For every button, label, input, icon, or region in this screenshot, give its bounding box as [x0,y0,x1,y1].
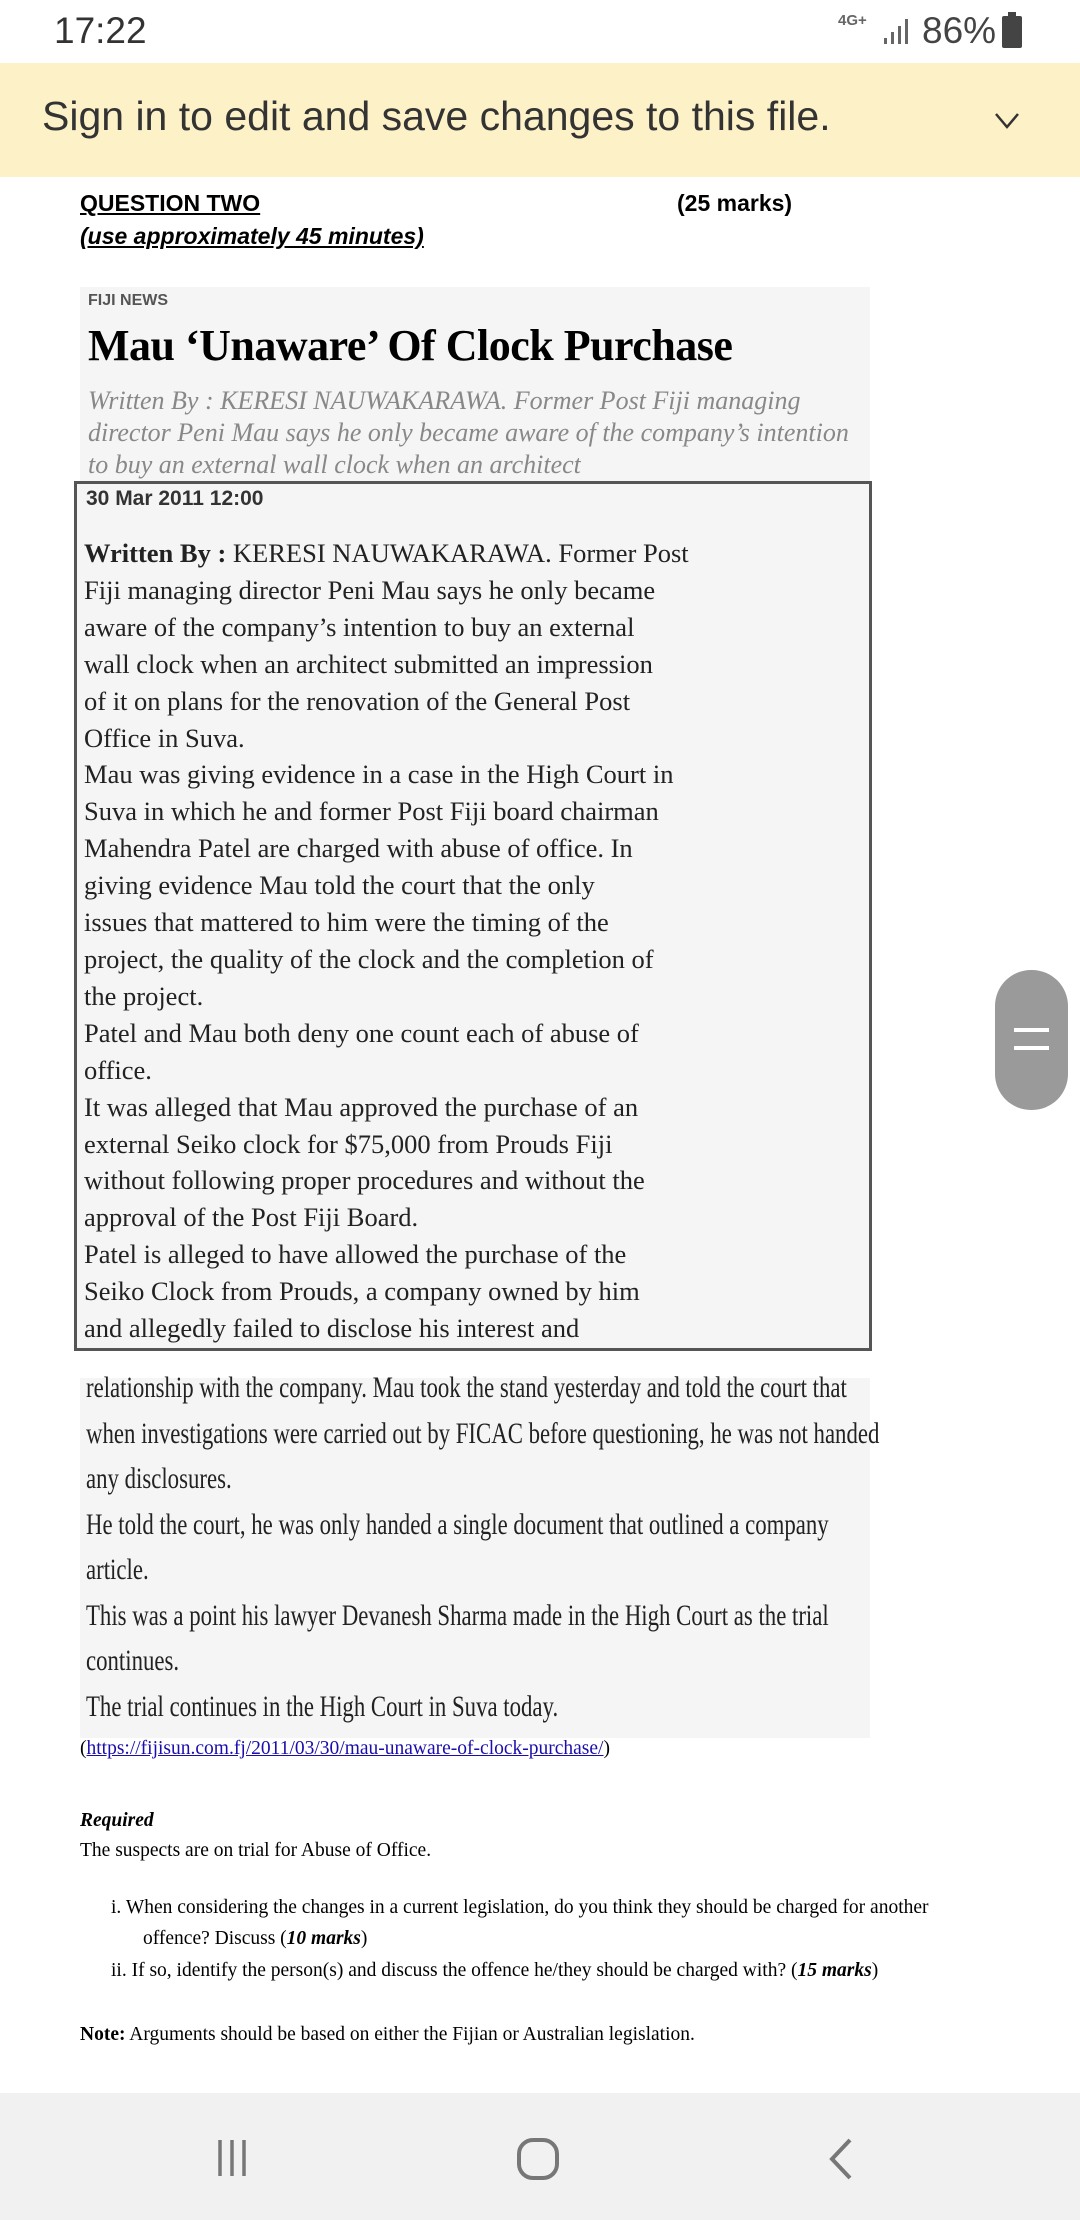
time-hint: (use approximately 45 minutes) [80,223,424,249]
body-line: relationship with the company. Mau took the stand yesterday and told the court that [86,1371,847,1404]
question-ii-text: ii. If so, identify the person(s) and discuss the offence he/they should be charged with? ( [111,1960,798,1981]
body-line: Suva in which he and former Post Fiji board chairman [84,796,659,827]
body-line: Mahendra Patel are charged with abuse of office. In [84,833,633,864]
article-date: 30 Mar 2011 12:00 [86,487,264,510]
body-line: aware of the company’s intention to buy an external [84,611,635,642]
body-line: article. [86,1553,149,1586]
body-line: when investigations were carried out by FICAC before questioning, he was not handed [86,1416,880,1450]
scroll-handle[interactable] [995,970,1068,1110]
recent-apps-icon[interactable] [212,2138,252,2178]
body-line: any disclosures. [86,1462,232,1495]
body-line [84,535,864,572]
article-headline: Mau ‘Unaware’ Of Clock Purchase [88,321,733,370]
question-marks: (25 marks) [677,190,793,216]
signal-icon [882,18,912,44]
body-line: external Seiko clock for $75,000 from Prouds Fiji [84,1128,613,1159]
body-line: of it on plans for the renovation of the General Post [84,685,631,716]
body-line: office. [84,1054,152,1085]
sign-in-banner[interactable] [0,63,1080,177]
body-line: Seiko Clock from Prouds, a company owned by him [84,1276,640,1307]
intro-line: Written By : KERESI NAUWAKARAWA. Former Post Fiji managing [88,386,801,415]
battery-icon [1002,16,1022,48]
article-continued [86,1365,1080,1729]
note-text: Arguments should be based on either the Fijian or Australian legislation. [125,2024,695,2045]
body-line: Mau was giving evidence in a case in the High Court in [84,759,674,790]
body-line: This was a point his lawyer Devanesh Sharma made in the High Court as the trial [86,1598,829,1632]
body-line: project, the quality of the clock and the completion of [84,943,654,974]
source-citation: (https://fijisun.com.fj/2011/03/30/mau-unaware-of-clock-purchase/) [80,1738,610,1759]
body-line: Fiji managing director Peni Mau says he only became [84,574,656,605]
intro-line: director Peni Mau says he only became aware of the company’s intention [88,418,849,447]
body-line: giving evidence Mau told the court that the only [84,870,595,901]
body-line: wall clock when an architect submitted an impression [84,648,653,679]
question-ii-marks: 15 marks [797,1960,872,1981]
body-line: Patel and Mau both deny one count each of abuse of [84,1017,639,1048]
banner-text: Sign in to edit and save changes to this file. [42,93,831,139]
required-statement: The suspects are on trial for Abuse of Office. [80,1840,432,1861]
body-line: and allegedly failed to disclose his interest and [84,1313,580,1344]
body-line: Office in Suva. [84,722,245,753]
source-link[interactable]: https://fijisun.com.fj/2011/03/30/mau-unaware-of-clock-purchase/ [86,1738,604,1759]
question-i: i. When considering the changes in a current legislation, do you think they should be charged for another [111,1897,929,1918]
question-i-cont: offence? Discuss (10 marks) [143,1928,368,1949]
article-body [84,535,864,1347]
network-indicator: 4G+ [838,12,867,29]
body-line: The trial continues in the High Court in Suva today. [86,1689,559,1723]
body-line: without following proper procedures and without the [84,1165,645,1196]
byline-text: KERESI NAUWAKARAWA. Former Post [226,538,689,568]
note-label: Note: [80,2024,126,2045]
intro-line: to buy an external wall clock when an architect [88,450,581,479]
required-heading: Required [80,1810,154,1831]
battery-percent: 86% [922,10,997,51]
question-i-marks: 10 marks [286,1928,361,1949]
back-icon[interactable] [826,2137,856,2181]
question-ii: ii. If so, identify the person(s) and discuss the offence he/they should be charged with? (15 marks) [111,1960,879,1981]
body-line: issues that mattered to him were the timing of the [84,907,609,938]
body-line: Patel is alleged to have allowed the purchase of the [84,1239,627,1270]
body-line: It was alleged that Mau approved the purchase of an [84,1091,639,1122]
home-icon[interactable] [516,2137,560,2181]
body-line: the project. [84,980,204,1011]
article-category: FIJI NEWS [88,292,169,309]
navigation-bar [0,2093,1080,2220]
chevron-down-icon[interactable] [990,103,1024,137]
clock: 17:22 [54,10,147,51]
body-line: continues. [86,1644,180,1677]
question-title: QUESTION TWO [80,190,261,216]
body-line: He told the court, he was only handed a single document that outlined a company [86,1507,829,1541]
status-bar [0,0,1080,63]
question-i-text: offence? Discuss ( [143,1928,287,1949]
byline-label: Written By : [84,538,227,568]
note [80,2024,695,2046]
body-line: approval of the Post Fiji Board. [84,1202,419,1233]
